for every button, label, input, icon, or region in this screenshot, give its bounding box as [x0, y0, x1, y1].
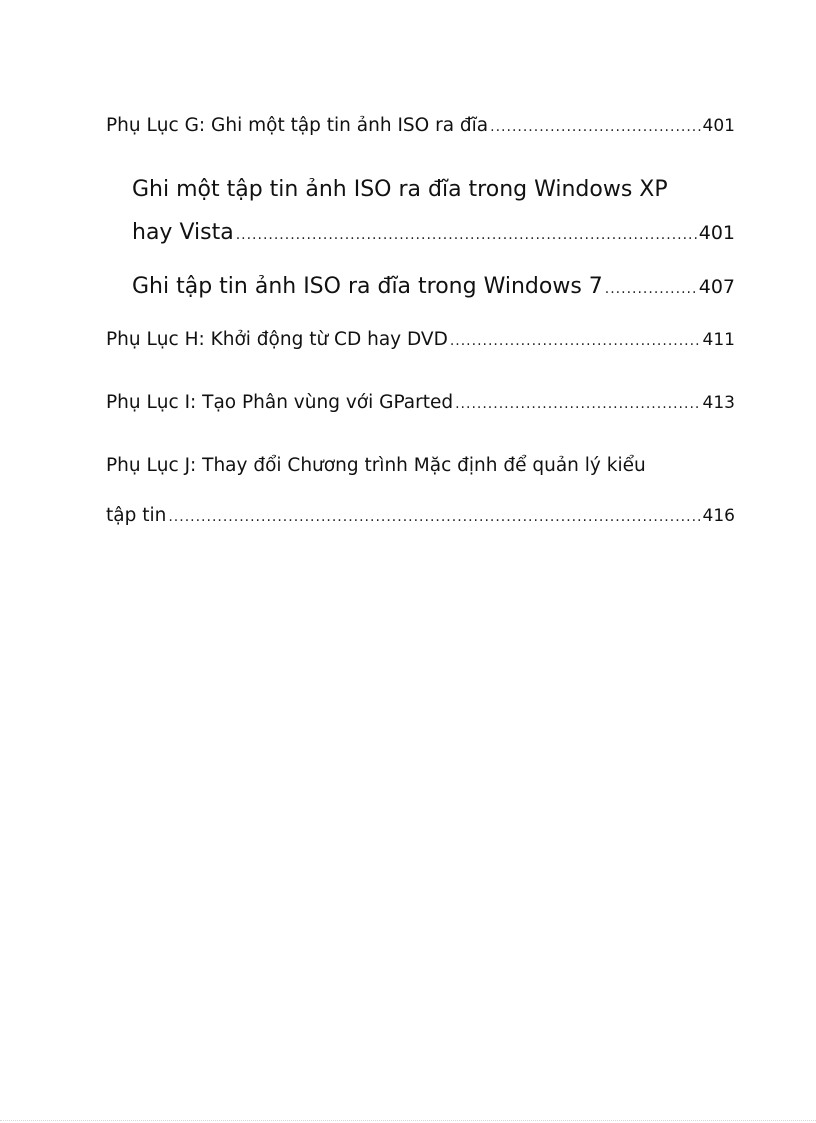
toc-entry-burn-iso-windows-7[interactable]	[132, 273, 735, 303]
toc-page-number: 411	[702, 330, 735, 350]
toc-entry-appendix-j[interactable]	[106, 454, 735, 529]
toc-page-number: 416	[702, 506, 735, 526]
toc-entry-appendix-i[interactable]	[106, 391, 735, 416]
dot-leader	[605, 275, 697, 303]
dot-leader	[168, 505, 700, 529]
toc-page-number: 413	[702, 393, 735, 413]
toc-entry-title: Ghi tập tin ảnh ISO ra đĩa trong Windows 7	[132, 274, 603, 299]
toc-page-number: 407	[698, 276, 735, 298]
toc-entry-title: Phụ Lục J: Thay đổi Chương trình Mặc định để quản lý kiểu	[106, 455, 646, 476]
toc-entry-appendix-g[interactable]	[106, 114, 735, 139]
dot-leader	[450, 329, 701, 353]
dot-leader	[236, 221, 697, 249]
toc-entry-title: Ghi một tập tin ảnh ISO ra đĩa trong Windows XP	[132, 177, 668, 202]
toc-page-number: 401	[698, 222, 735, 244]
toc-entry-burn-iso-xp-vista[interactable]	[132, 176, 735, 249]
toc-entry-title: Phụ Lục H: Khởi động từ CD hay DVD	[106, 329, 448, 350]
dot-leader	[455, 392, 700, 416]
toc-entry-title-continued: tập tin	[106, 505, 167, 526]
toc-entry-title: Phụ Lục G: Ghi một tập tin ảnh ISO ra đĩa	[106, 115, 489, 136]
toc-page-number: 401	[702, 116, 735, 136]
toc-entry-title-continued: hay Vista	[132, 220, 234, 245]
page-bottom-edge	[0, 1120, 816, 1122]
toc-entry-title: Phụ Lục I: Tạo Phân vùng với GParted	[106, 392, 454, 413]
dot-leader	[490, 115, 700, 139]
toc-entry-appendix-h[interactable]	[106, 328, 735, 353]
